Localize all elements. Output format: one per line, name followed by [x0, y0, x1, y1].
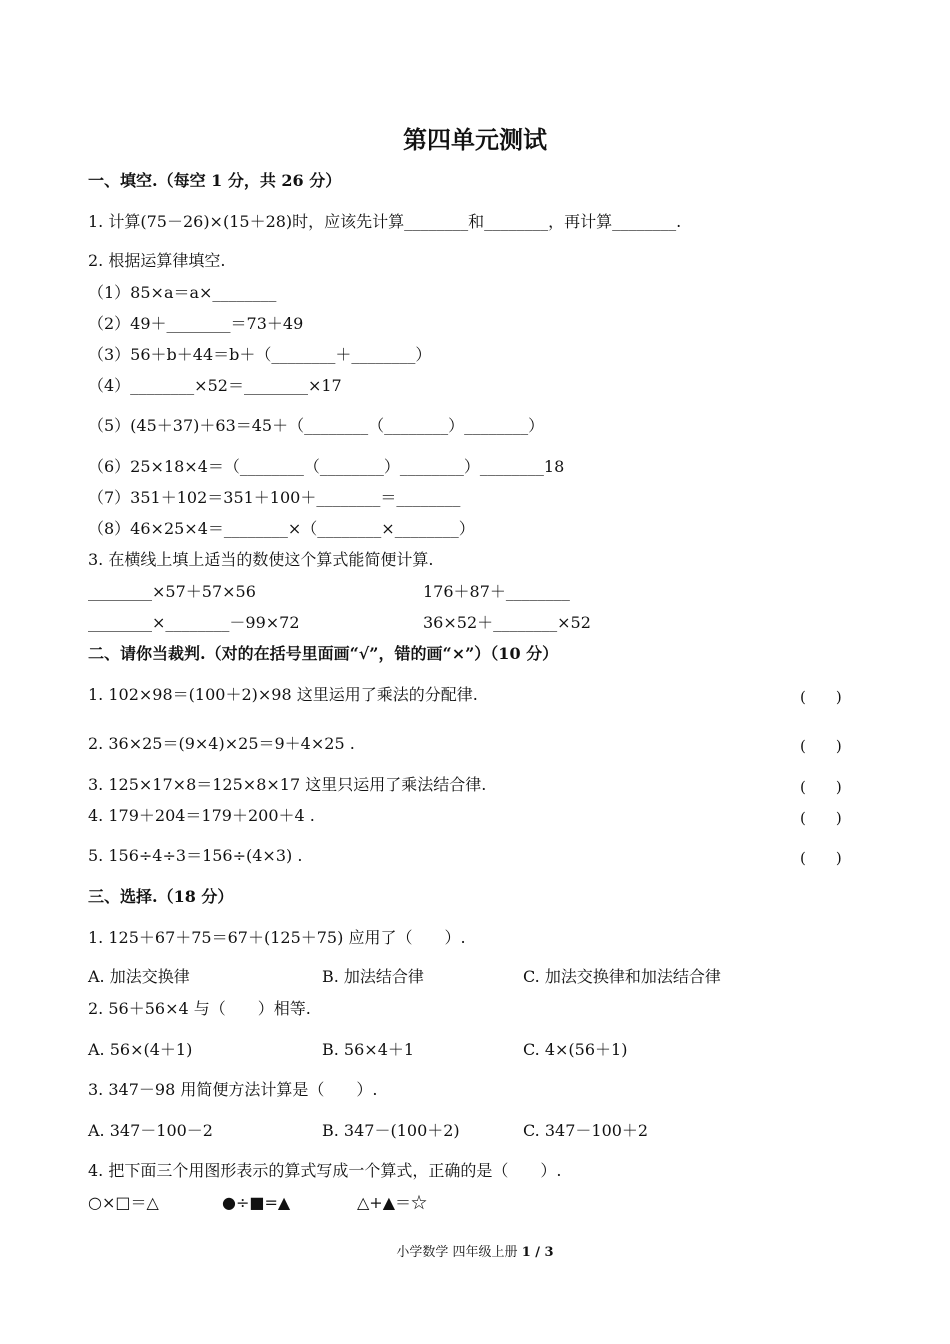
- answer-bracket[interactable]: ( ): [800, 688, 842, 706]
- footer-text: 小学数学 四年级上册: [396, 1245, 522, 1260]
- answer-bracket[interactable]: ( ): [800, 778, 842, 796]
- section-3-heading: 三、选择.（18 分）: [88, 887, 234, 906]
- question-1-3-item: 36×52＋________×52: [423, 613, 591, 632]
- option-c[interactable]: C. 加法交换律和加法结合律: [523, 967, 721, 986]
- answer-bracket[interactable]: ( ): [800, 809, 842, 827]
- section-1-heading: 一、填空.（每空 1 分，共 26 分）: [88, 171, 342, 190]
- judge-item-1: 1. 102×98＝(100＋2)×98 这里运用了乘法的分配律.: [88, 685, 478, 704]
- page-title: 第四单元测试: [403, 125, 547, 154]
- shape-equation: ○×□＝△: [88, 1193, 159, 1212]
- option-b[interactable]: B. 347－(100＋2): [322, 1121, 460, 1140]
- question-1-2-item: （4）________×52＝________×17: [88, 376, 342, 395]
- answer-bracket[interactable]: ( ): [800, 737, 842, 755]
- choice-question-1: 1. 125＋67＋75＝67＋(125＋75) 应用了（ ）.: [88, 928, 466, 947]
- shape-equation: ●÷■=▲: [222, 1193, 291, 1212]
- option-c[interactable]: C. 347－100＋2: [523, 1121, 649, 1140]
- option-a[interactable]: A. 加法交换律: [88, 967, 190, 986]
- question-1-2-item: （5）(45＋37)＋63＝45＋（________（________）________）: [88, 416, 545, 435]
- question-1-2: 2. 根据运算律填空.: [88, 251, 226, 270]
- option-b[interactable]: B. 加法结合律: [322, 967, 424, 986]
- option-a[interactable]: A. 347－100－2: [88, 1121, 213, 1140]
- judge-item-3: 3. 125×17×8＝125×8×17 这里只运用了乘法结合律.: [88, 775, 487, 794]
- answer-bracket[interactable]: ( ): [800, 849, 842, 867]
- question-1-1: 1. 计算(75－26)×(15＋28)时，应该先计算________和________，再计算________.: [88, 212, 682, 231]
- choice-question-2: 2. 56＋56×4 与（ ）相等.: [88, 999, 311, 1018]
- question-1-2-item: （7）351＋102＝351＋100＋________＝________: [88, 488, 461, 507]
- option-c[interactable]: C. 4×(56＋1): [523, 1040, 628, 1059]
- question-1-3: 3. 在横线上填上适当的数使这个算式能简便计算.: [88, 550, 434, 569]
- question-1-2-item: （1）85×a＝a×________: [88, 283, 277, 302]
- question-1-2-item: （3）56＋b＋44＝b＋（________＋________）: [88, 345, 432, 364]
- page-footer: [0, 1244, 950, 1262]
- choice-question-3: 3. 347－98 用简便方法计算是（ ）.: [88, 1080, 378, 1099]
- question-1-2-item: （8）46×25×4＝________×（________×________）: [88, 519, 475, 538]
- shape-equation: △+▲＝☆: [357, 1193, 428, 1212]
- choice-question-4: 4. 把下面三个用图形表示的算式写成一个算式，正确的是（ ）.: [88, 1161, 562, 1180]
- question-1-3-item: ________×________－99×72: [88, 613, 300, 632]
- option-a[interactable]: A. 56×(4＋1): [88, 1040, 193, 1059]
- page-number: 1 / 3: [521, 1245, 554, 1260]
- option-b[interactable]: B. 56×4＋1: [322, 1040, 415, 1059]
- judge-item-4: 4. 179＋204＝179＋200＋4 .: [88, 806, 315, 825]
- question-1-2-item: （6）25×18×4＝（________（________）________）________18: [88, 457, 565, 476]
- section-2-heading: 二、请你当裁判.（对的在括号里面画“√”，错的画“×”）（10 分）: [88, 644, 559, 663]
- judge-item-5: 5. 156÷4÷3＝156÷(4×3) .: [88, 846, 303, 865]
- question-1-3-item: ________×57＋57×56: [88, 582, 256, 601]
- judge-item-2: 2. 36×25＝(9×4)×25＝9＋4×25 .: [88, 734, 355, 753]
- question-1-3-item: 176＋87＋________: [423, 582, 570, 601]
- question-1-2-item: （2）49＋________＝73＋49: [88, 314, 304, 333]
